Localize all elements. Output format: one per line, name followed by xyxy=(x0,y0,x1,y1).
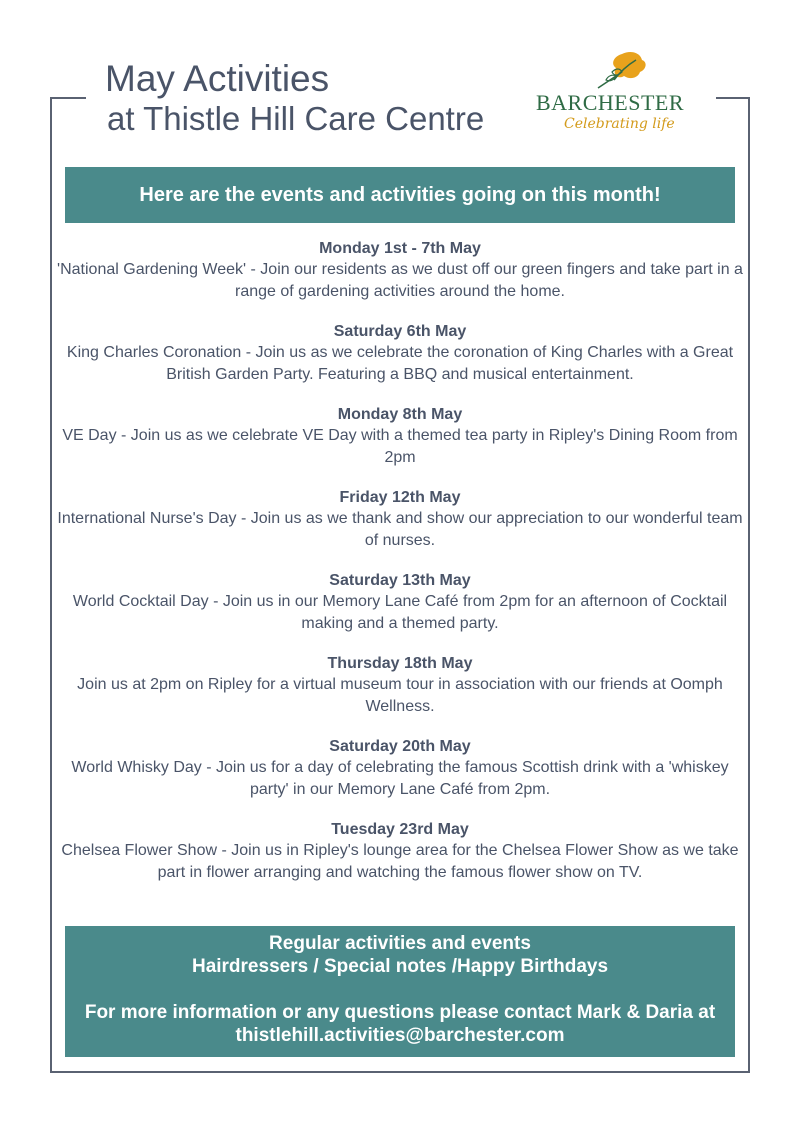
intro-banner: Here are the events and activities going on this month! xyxy=(65,167,735,223)
event-description: King Charles Coronation - Join us as we celebrate the coronation of King Charles with a Great British Garden Party. Featuring a BBQ and musical entertainment. xyxy=(66,344,734,383)
event-date: Saturday 20th May xyxy=(329,738,471,755)
event-description: International Nurse's Day - Join us as we thank and show our appreciation to our wonderful team of nurses. xyxy=(57,510,743,549)
page-title: May Activities xyxy=(105,58,330,99)
event-date: Friday 12th May xyxy=(339,489,461,506)
event-description: World Cocktail Day - Join us in our Memory Lane Café from 2pm for an afternoon of Cocktail making and a themed party. xyxy=(72,593,728,632)
event-item xyxy=(54,820,746,884)
frame-border-top-left xyxy=(50,97,86,99)
event-item xyxy=(54,571,746,635)
event-description: World Whisky Day - Join us for a day of celebrating the famous Scottish drink with a 'whiskey party' in our Memory Lane Café from 2pm. xyxy=(71,759,729,798)
event-item xyxy=(54,322,746,386)
event-description: Join us at 2pm on Ripley for a virtual museum tour in association with our friends at Oomph Wellness. xyxy=(77,676,723,715)
logo-tagline: Celebrating life xyxy=(564,116,675,132)
page-subtitle: at Thistle Hill Care Centre xyxy=(107,100,485,137)
oak-leaf-icon xyxy=(592,50,652,90)
event-date: Monday 8th May xyxy=(337,406,463,423)
event-date: Monday 1st - 7th May xyxy=(319,240,481,257)
event-item xyxy=(54,488,746,552)
footer-regular-activities: Regular activities and events xyxy=(269,933,531,954)
footer-contact-text: For more information or any questions please contact Mark & Daria at xyxy=(84,1002,716,1023)
footer-spacer xyxy=(65,978,735,1001)
logo-brand-text: BARCHESTER xyxy=(536,90,685,115)
event-date: Thursday 18th May xyxy=(327,655,473,672)
event-item xyxy=(54,239,746,303)
event-date: Tuesday 23rd May xyxy=(331,821,469,838)
barchester-logo xyxy=(536,50,702,142)
footer-special-notes: Hairdressers / Special notes /Happy Birthdays xyxy=(191,956,609,977)
frame-border-bottom xyxy=(50,1071,750,1073)
footer-email: thistlehill.activities@barchester.com xyxy=(235,1025,565,1046)
event-description: 'National Gardening Week' - Join our residents as we dust off our green fingers and take part in a range of gardening activities around the home. xyxy=(57,261,743,300)
event-item xyxy=(54,405,746,469)
frame-border-left xyxy=(50,97,52,1073)
event-description: VE Day - Join us as we celebrate VE Day with a themed tea party in Ripley's Dining Room from 2pm xyxy=(62,427,738,466)
event-date: Saturday 6th May xyxy=(333,323,467,340)
events-list xyxy=(54,239,746,903)
event-item xyxy=(54,654,746,718)
event-description: Chelsea Flower Show - Join us in Ripley's lounge area for the Chelsea Flower Show as we take part in flower arranging and watching the famous flower show on TV. xyxy=(61,842,739,881)
event-date: Saturday 13th May xyxy=(329,572,471,589)
event-item xyxy=(54,737,746,801)
footer-banner xyxy=(65,926,735,1057)
frame-border-top-right xyxy=(716,97,750,99)
frame-border-right xyxy=(748,97,750,1073)
